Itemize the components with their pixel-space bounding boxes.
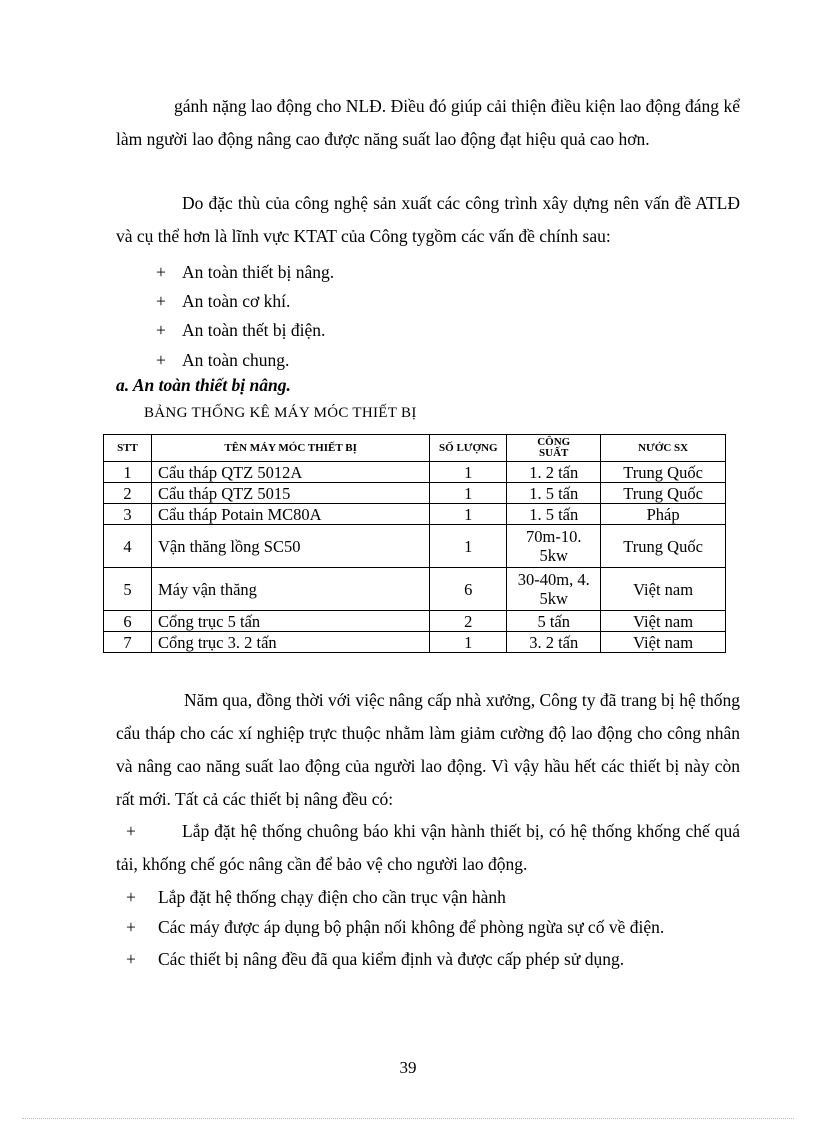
header-stt: STT	[104, 435, 152, 462]
list-item: + Các máy được áp dụng bộ phận nối không để phòng ngừa sự cố về điện.	[126, 917, 665, 937]
intro-paragraph-1: gánh nặng lao động cho NLĐ. Điều đó giúp cải thiện điều kiện lao động đáng kể làm người lao động nâng cao được năng suất lao động đạt hiệu quả cao hơn.	[116, 96, 740, 149]
list-item: + An toàn cơ khí.	[156, 291, 291, 311]
header-capacity: CÔNG SUẤT	[507, 435, 601, 462]
table-row: 5 Máy vận thăng 6 30-40m, 4. 5kw Việt nam	[104, 568, 726, 611]
list-item: + An toàn chung.	[156, 350, 290, 370]
header-name: TÊN MÁY MÓC THIẾT BỊ	[151, 435, 429, 462]
list-item: + Lắp đặt hệ thống chạy điện cho cần trục vận hành	[126, 887, 506, 907]
table-header-row	[104, 435, 726, 462]
page-number: 39	[399, 1058, 417, 1077]
list-item: + Các thiết bị nâng đều đã qua kiểm định và được cấp phép sử dụng.	[126, 949, 625, 969]
table-row: 3 Cẩu tháp Potain MC80A 1 1. 5 tấn Pháp	[104, 504, 726, 525]
table-row: 4 Vận thăng lồng SC50 1 70m-10. 5kw Trung Quốc	[104, 525, 726, 568]
section-heading: a. An toàn thiết bị nâng.	[116, 375, 291, 395]
header-country: NƯỚC SX	[601, 435, 726, 462]
table-caption: BẢNG THỐNG KÊ MÁY MÓC THIẾT BỊ	[144, 405, 417, 421]
body-paragraph-3: Năm qua, đồng thời với việc nâng cấp nhà xưởng, Công ty đã trang bị hệ thống cẩu tháp cho các xí nghiệp trực thuộc nhằm làm giảm cường độ lao động cho công nhân và nâng cao năng suất lao động của người lao động. Vì vậy hầu hết các thiết bị này còn rất mới. Tất cả các thiết bị nâng đều có:	[116, 690, 740, 809]
list-item: + An toàn thết bị điện.	[156, 320, 326, 340]
list-item: + Lắp đặt hệ thống chuông báo khi vận hành thiết bị, có hệ thống khống chế quá tải, khống chế góc nâng cần để bảo vệ cho người lao động.	[116, 821, 740, 874]
table-row: 7 Cổng trục 3. 2 tấn 1 3. 2 tấn Việt nam	[104, 632, 726, 653]
header-quantity: SỐ LƯỢNG	[430, 435, 507, 462]
intro-paragraph-2: Do đặc thù của công nghệ sản xuất các công trình xây dựng nên vấn đề ATLĐ và cụ thể hơn là lĩnh vực KTAT của Công tygồm các vấn đề chính sau:	[116, 193, 740, 246]
table-row: 6 Cổng trục 5 tấn 2 5 tấn Việt nam	[104, 611, 726, 632]
list-item: + An toàn thiết bị nâng.	[156, 262, 335, 282]
page-border-divider	[22, 1118, 794, 1119]
table-row: 1 Cẩu tháp QTZ 5012A 1 1. 2 tấn Trung Quốc	[104, 462, 726, 483]
equipment-table	[103, 434, 726, 653]
table-row: 2 Cẩu tháp QTZ 5015 1 1. 5 tấn Trung Quốc	[104, 483, 726, 504]
